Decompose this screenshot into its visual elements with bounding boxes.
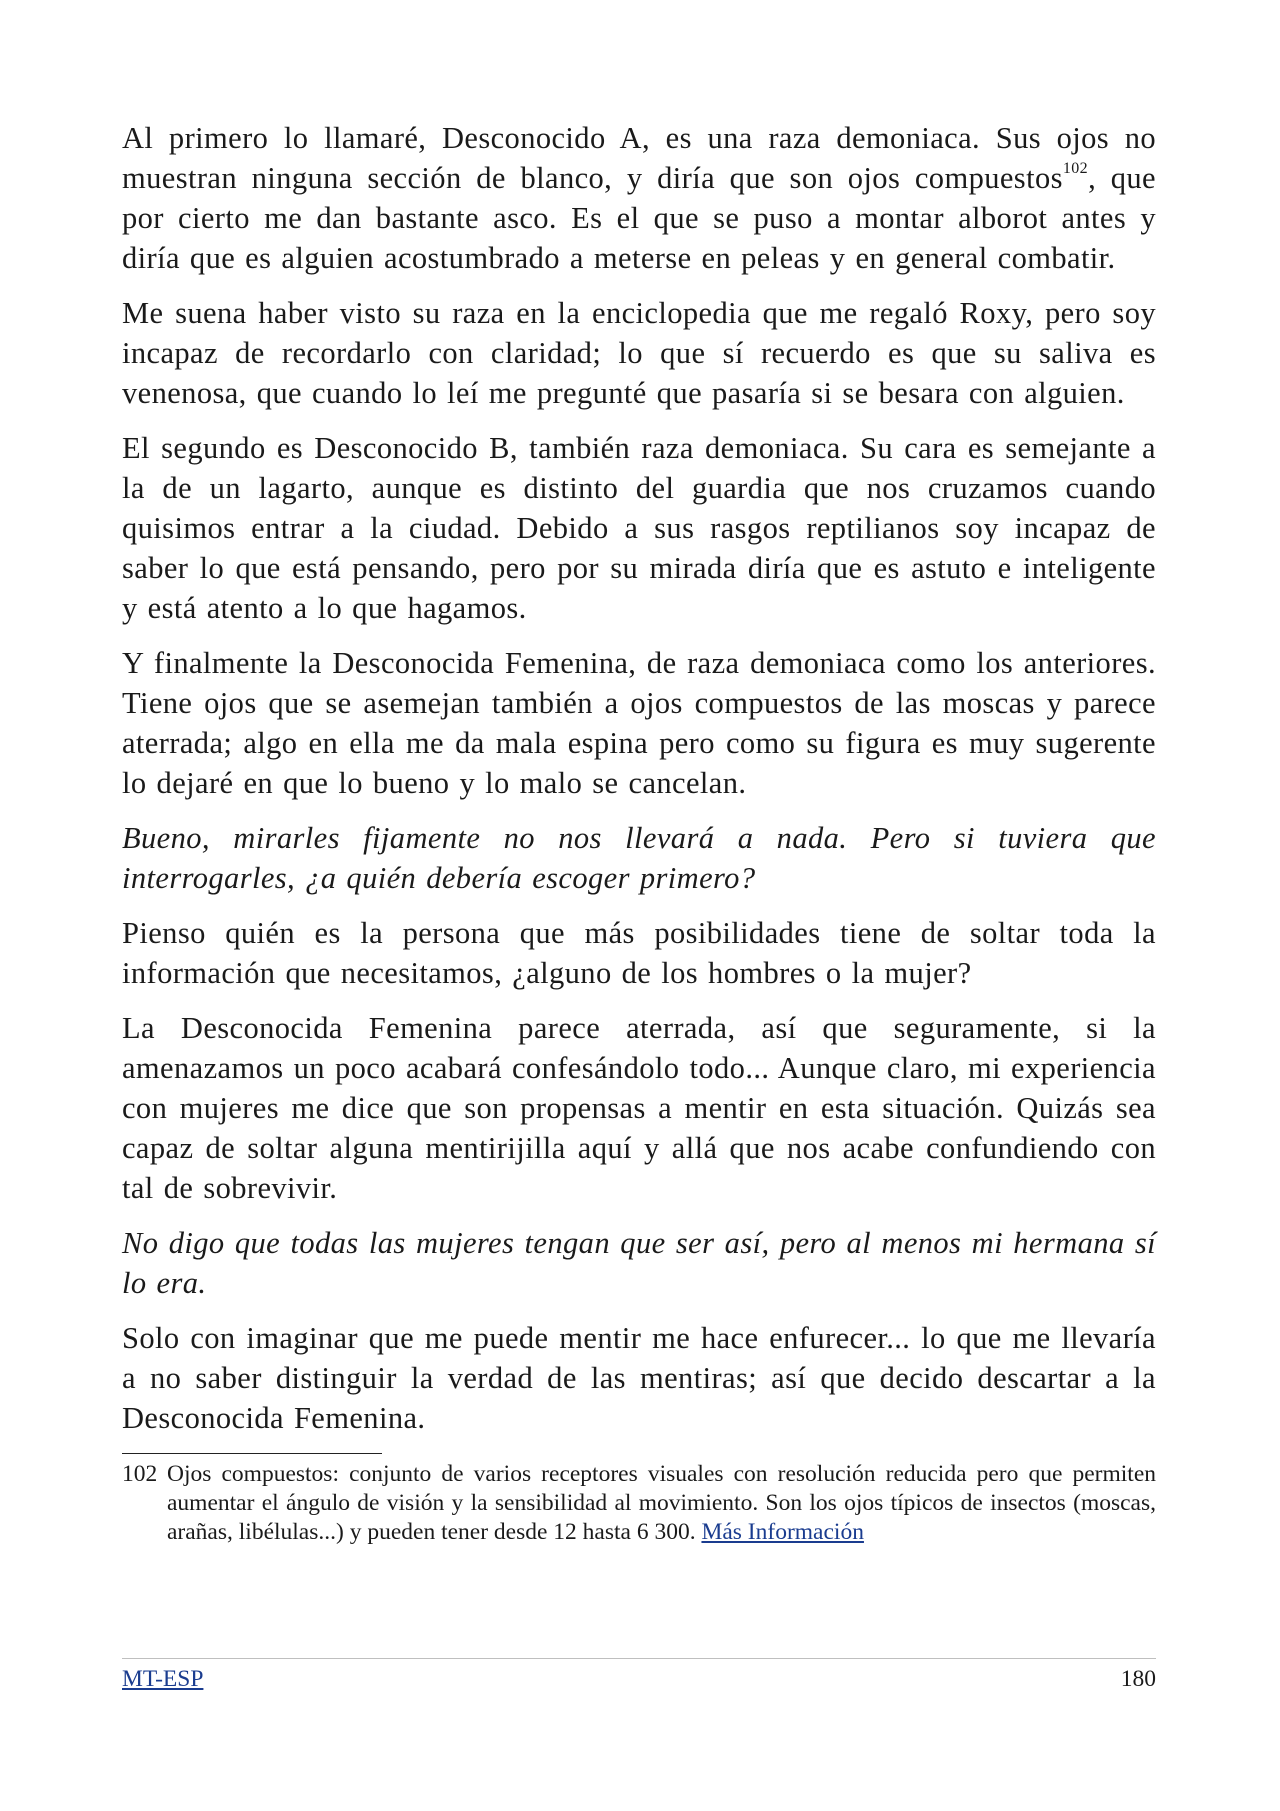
page-number: 180 <box>1120 1666 1156 1692</box>
paragraph-desconocido-a <box>122 118 1156 278</box>
paragraph-desconocido-b: El segundo es Desconocido B, también raza demoniaca. Su cara es semejante a la de un lagarto, aunque es distinto del guardia que nos cruzamos cuando quisimos entrar a la ciudad. Debido a sus rasgos reptilianos soy incapaz de saber lo que está pensando, pero por su mirada diría que es astuto e inteligente y está atento a lo que hagamos. <box>122 431 1156 625</box>
footnote-text: Ojos compuestos: conjunto de varios receptores visuales con resolución reducida pero que permiten aumentar el ángulo de visión y la sensibilidad al movimiento. Son los ojos típicos de insectos (moscas, arañas, libélulas...) y pueden tener desde 12 hasta 6 300. <box>167 1461 1156 1545</box>
paragraph-text: , que por cierto me dan bastante asco. Es el que se puso a montar alborot antes y diría que es alguien acostumbrado a meterse en peleas y en general combatir. <box>122 161 1156 275</box>
footnote <box>122 1460 1156 1547</box>
paragraph-desconocida-femenina: Y finalmente la Desconocida Femenina, de raza demoniaca como los anteriores. Tiene ojos que se asemejan también a ojos compuestos de las moscas y parece aterrada; algo en ella me da mala espina pero como su figura es muy sugerente lo dejaré en que lo bueno y lo malo se cancelan. <box>122 646 1156 800</box>
page-body <box>122 118 1156 1547</box>
footer-mt-esp-link[interactable]: MT-ESP <box>122 1666 204 1692</box>
footnote-number: 102 <box>122 1461 158 1487</box>
footnote-divider <box>122 1453 382 1454</box>
paragraph-thought-interrogar: Bueno, mirarles fijamente no nos llevará a nada. Pero si tuviera que interrogarles, ¿a quién debería escoger primero? <box>122 821 1156 895</box>
page-footer <box>122 1658 1156 1694</box>
footnote-reference[interactable]: 102 <box>1062 159 1089 177</box>
paragraph-descartar: Solo con imaginar que me puede mentir me hace enfurecer... lo que me llevaría a no saber distinguir la verdad de las mentiras; así que decido descartar a la Desconocida Femenina. <box>122 1321 1156 1435</box>
paragraph-enciclopedia: Me suena haber visto su raza en la enciclopedia que me regaló Roxy, pero soy incapaz de recordarlo con claridad; lo que sí recuerdo es que su saliva es venenosa, que cuando lo leí me pregunté que pasaría si se besara con alguien. <box>122 296 1156 410</box>
paragraph-aterrada: La Desconocida Femenina parece aterrada, así que seguramente, si la amenazamos un poco acabará confesándolo todo... Aunque claro, mi experiencia con mujeres me dice que son propensas a mentir en esta situación. Quizás sea capaz de soltar alguna mentirijilla aquí y allá que nos acabe confundiendo con tal de sobrevivir. <box>122 1011 1156 1205</box>
paragraph-thought-hermana: No digo que todas las mujeres tengan que ser así, pero al menos mi hermana sí lo era. <box>122 1226 1156 1300</box>
paragraph-pienso: Pienso quién es la persona que más posibilidades tiene de soltar toda la información que necesitamos, ¿alguno de los hombres o la mujer? <box>122 916 1156 990</box>
paragraph-text: Al primero lo llamaré, Desconocido A, es una raza demoniaca. Sus ojos no muestran ninguna sección de blanco, y diría que son ojos compuestos <box>122 121 1156 195</box>
more-info-link[interactable]: Más Información <box>701 1519 864 1545</box>
